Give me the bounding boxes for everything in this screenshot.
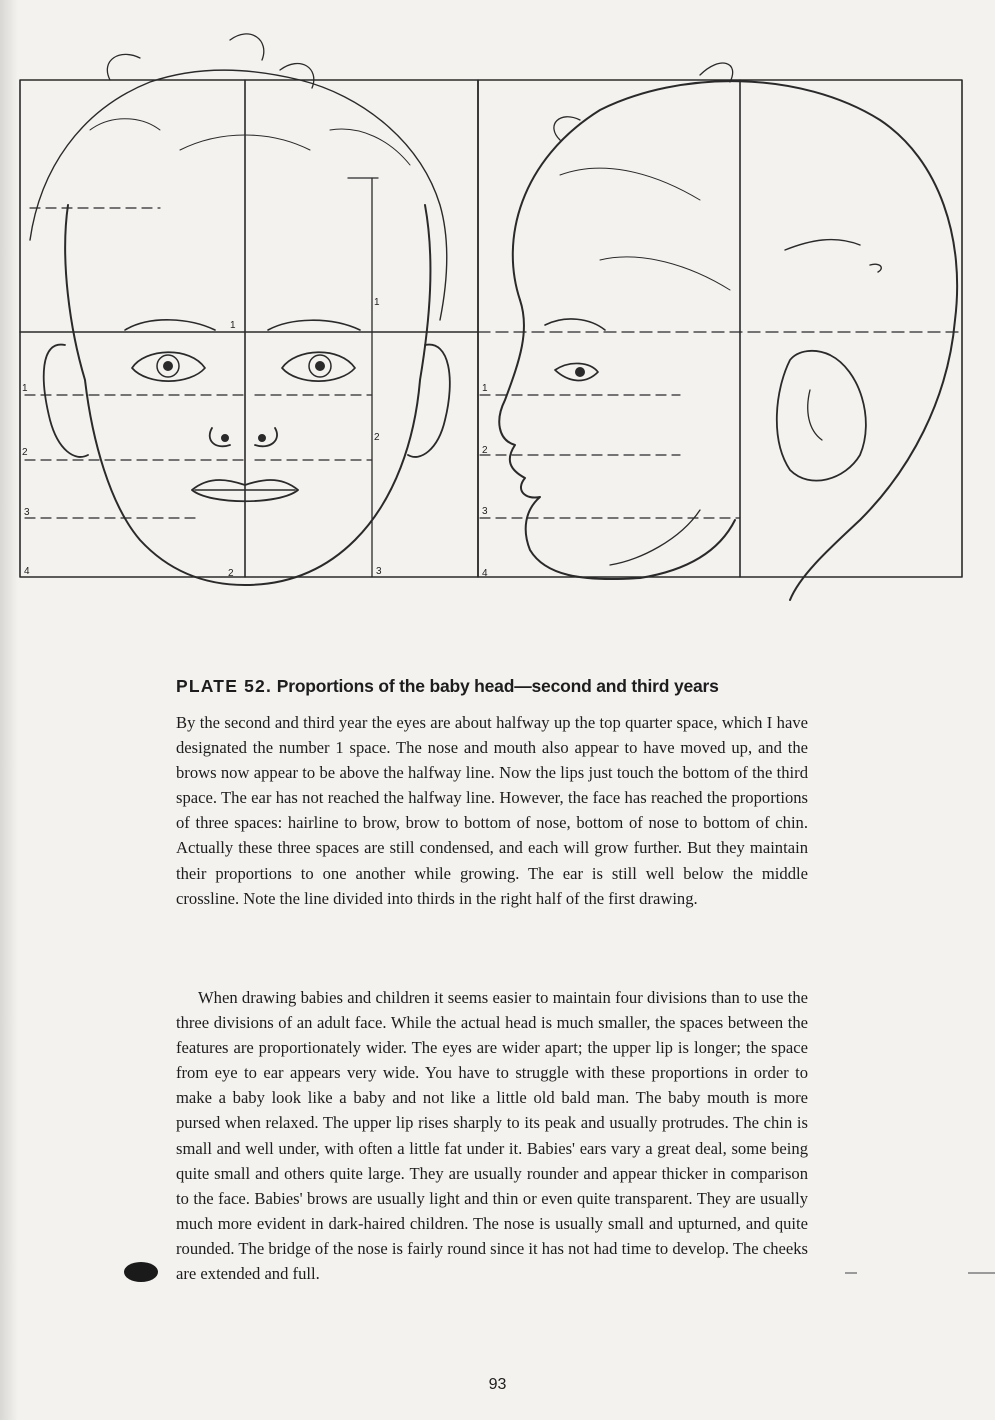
- margin-dash-mark: [845, 1272, 857, 1274]
- grid-number-labels: [22, 297, 488, 579]
- margin-dash-mark: [968, 1272, 995, 1274]
- profile-label-4: 4: [482, 568, 488, 579]
- profile-label-3: 3: [482, 506, 488, 517]
- front-label-right-1: 1: [374, 297, 380, 308]
- body-paragraph-2: When drawing babies and children it seems easier to maintain four divisions than to use the three divisions of an adult face. While the actual head is much smaller, the spaces between the features are proportionately wider. The eyes are wider apart; the upper lip is longer; the space from eye to ear appears very wide. You have to struggle with these proportions in order to make a baby look like a baby and not like a little old bald man. The baby mouth is more pursed when relaxed. The upper lip rises sharply to its peak and usually protrudes. The chin is small and well under, with often a little fat under it. Babies' ears vary a great deal, some being quite small and others quite large. They are usually rounder and appear thicker in comparison to the face. Babies' brows are usually light and thin or even quite transparent. They are usually much more evident in dark-haired children. The nose is usually small and upturned, and quite rounded. The bridge of the nose is fairly round since it has not had time to develop. The cheeks are extended and full.: [176, 988, 808, 1284]
- front-label-mid-2: 2: [228, 568, 234, 579]
- front-label-right-2: 2: [374, 432, 380, 443]
- plate-title: Proportions of the baby head—second and third years: [276, 676, 719, 696]
- front-label-left-3: 3: [24, 507, 30, 518]
- front-label-mid-1: 1: [230, 320, 236, 331]
- proportion-drawing: [0, 0, 995, 640]
- profile-label-2: 2: [482, 445, 488, 456]
- front-view-grid: [20, 80, 478, 577]
- body-paragraph-1: By the second and third year the eyes are about halfway up the top quarter space, which I have designated the number 1 space. The nose and mouth also appear to have moved up, and the brows now appear to be above the halfway line. Now the lips just touch the bottom of the third space. The ear has not reached the halfway line. However, the face has reached the proportions of three spaces: hairline to brow, brow to bottom of nose, bottom of nose to bottom of chin. Actually these three spaces are still condensed, and each will grow further. But they maintain their proportions to one another while growing. The ear is still well below the middle crossline. Note the line divided into thirds in the right half of the first drawing.: [176, 713, 808, 908]
- front-label-left-2: 2: [22, 447, 28, 458]
- profile-label-1: 1: [482, 383, 488, 394]
- front-label-left-1: 1: [22, 383, 28, 394]
- front-label-left-4: 4: [24, 566, 30, 577]
- profile-view-grid: [478, 80, 962, 577]
- front-label-right-3: 3: [376, 566, 382, 577]
- profile-view-dashed-lines: [480, 395, 740, 518]
- front-face: [30, 34, 450, 585]
- ink-blot-mark: [124, 1262, 158, 1282]
- plate-caption: [176, 676, 816, 697]
- plate-number: PLATE 52.: [176, 676, 273, 696]
- page-number: 93: [488, 1376, 507, 1393]
